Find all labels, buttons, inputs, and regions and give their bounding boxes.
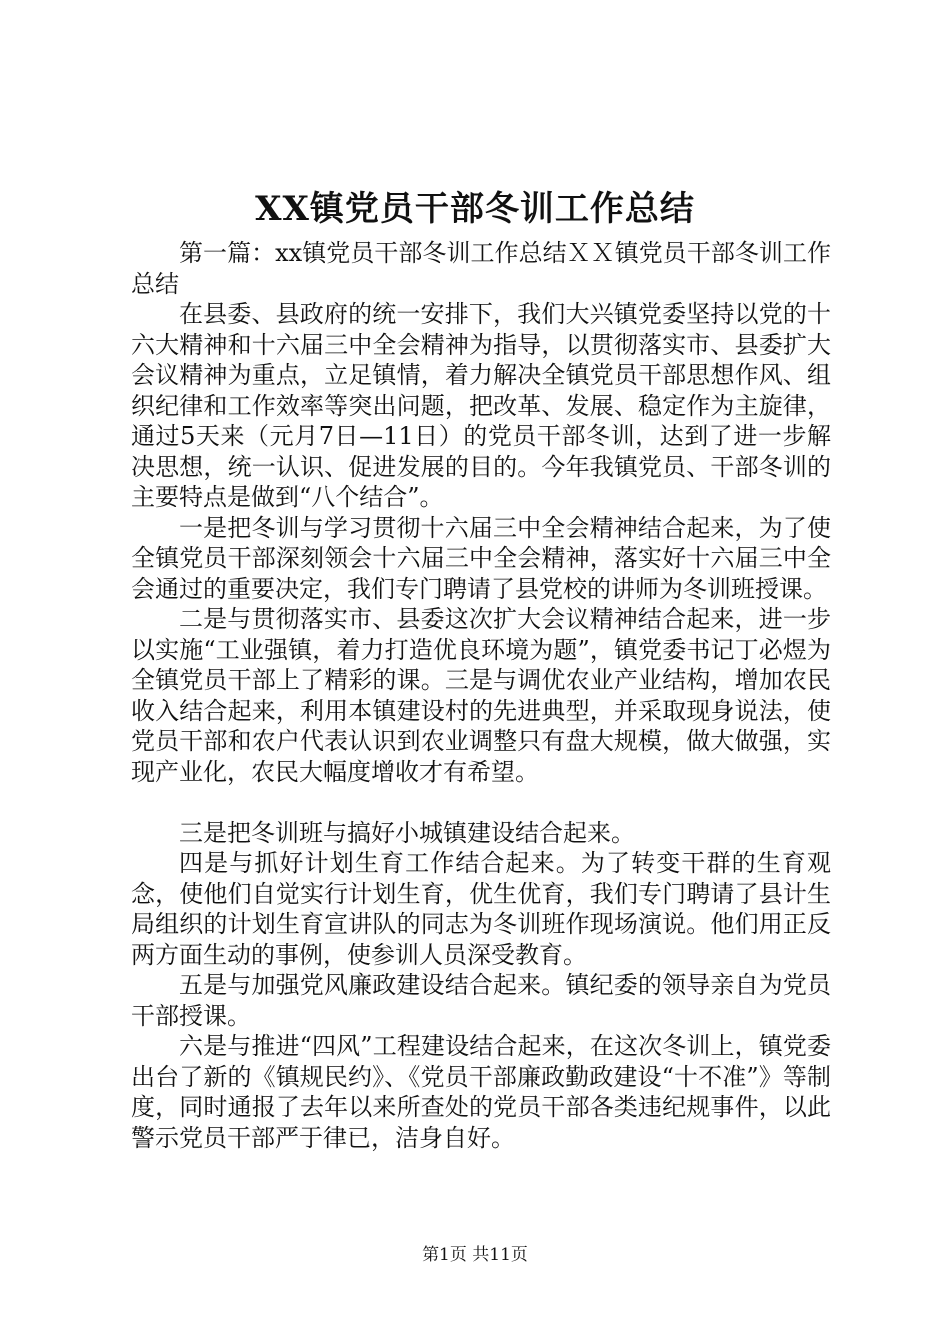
paragraph-spacer (131, 787, 831, 818)
paragraph-intro: 在县委、县政府的统一安排下，我们大兴镇党委坚持以党的十六大精神和十六届三中全会精神为指导，以贯彻落实市、县委扩大会议精神为重点，立足镇情，着力解决全镇党员干部思想作风、组织纪律和工作效率等突出问题，把改革、发展、稳定作为主旋律，通过5天来（元月7日—11日）的党员干部冬训，达到了进一步解决思想，统一认识、促进发展的目的。今年我镇党员、干部冬训的主要特点是做到“八个结合”。 (131, 300, 831, 511)
document-body (131, 238, 831, 1153)
paragraph-point-5: 五是与加强党风廉政建设结合起来。镇纪委的领导亲自为党员干部授课。 (131, 971, 831, 1030)
page-number: 第1页 共11页 (422, 1245, 528, 1265)
paragraph-point-4: 四是与抓好计划生育工作结合起来。为了转变干群的生育观念，使他们自觉实行计划生育，优生优育，我们专门聘请了县计生局组织的计划生育宣讲队的同志为冬训班作现场演说。他们用正反两方面生动的事例，使参训人员深受教育。 (131, 849, 831, 969)
document-title: XX镇党员干部冬训工作总结 (255, 189, 695, 229)
paragraph-point-1: 一是把冬训与学习贯彻十六届三中全会精神结合起来，为了使全镇党员干部深刻领会十六届三中全会精神，落实好十六届三中全会通过的重要决定，我们专门聘请了县党校的讲师为冬训班授课。 (131, 513, 831, 603)
paragraph-point-2: 二是与贯彻落实市、县委这次扩大会议精神结合起来，进一步以实施“工业强镇，着力打造优良环境为题”，镇党委书记丁必煜为全镇党员干部上了精彩的课。三是与调优农业产业结构，增加农民收入结合起来，利用本镇建设村的先进典型，并采取现身说法，使党员干部和农户代表认识到农业调整只有盘大规模，做大做强，实现产业化，农民大幅度增收才有希望。 (131, 605, 831, 786)
paragraph-heading: 第一篇：xx镇党员干部冬训工作总结ＸＸ镇党员干部冬训工作总结 (131, 239, 831, 298)
paragraph-point-3: 三是把冬训班与搞好小城镇建设结合起来。 (179, 818, 635, 847)
paragraph-point-6: 六是与推进“四风”工程建设结合起来，在这次冬训上，镇党委出台了新的《镇规民约》、《党员干部廉政勤政建设“十不准”》等制度，同时通报了去年以来所查处的党员干部各类违纪规事件，以此警示党员干部严于律已，洁身自好。 (131, 1032, 831, 1152)
